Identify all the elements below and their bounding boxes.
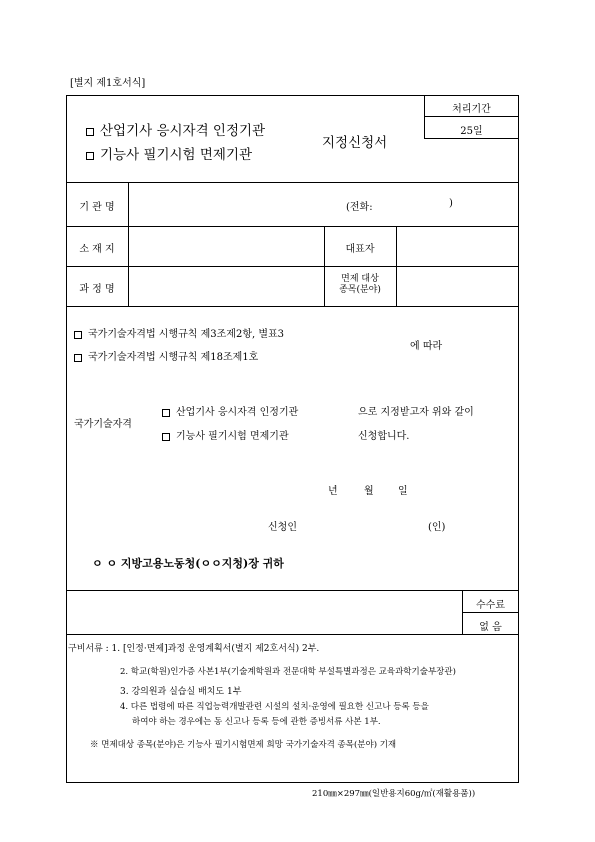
processing-period-label: 처리기간 xyxy=(452,104,491,115)
fee-divider xyxy=(462,612,519,613)
required-document-2: 2. 학교(학원)인가증 사본1부(기술계학원과 전문대학 부설특별과정은 교육과학기술부장관) xyxy=(120,667,456,677)
required-document-4-cont: 하여야 하는 경우에는 동 신고나 등록 등에 관한 증빙서류 사본 1부. xyxy=(132,717,381,727)
checkbox[interactable] xyxy=(86,128,94,136)
applicant-label: 신청인 xyxy=(268,522,297,533)
processing-period-divider xyxy=(424,116,519,117)
processing-period-divider xyxy=(424,138,519,139)
representative-field[interactable] xyxy=(397,227,518,265)
row-divider xyxy=(66,306,519,307)
phone-close: ) xyxy=(449,198,453,209)
exempt-items-label-line1: 면제 대상 xyxy=(341,274,379,284)
body-option-craftsman-exemption: 기능사 필기시험 면제기관 xyxy=(162,427,289,442)
paper-size-footer: 210㎜×297㎜(일반용지60g/㎡(재활용품)) xyxy=(312,789,476,799)
fee-bottom-divider xyxy=(66,634,519,635)
header-option-industrial-engineer: 산업기사 응시자격 인정기관 xyxy=(86,119,265,139)
course-name-field[interactable] xyxy=(129,267,323,305)
fee-value: 없 음 xyxy=(479,622,502,633)
applicant-field[interactable] xyxy=(312,514,422,532)
according-to-text: 에 따라 xyxy=(410,341,443,352)
seal-mark: (인) xyxy=(428,522,446,533)
exempt-items-label xyxy=(324,274,396,296)
addressee: ㅇ ㅇ 지방고용노동청(ㅇㅇ지청)장 귀하 xyxy=(92,557,284,570)
checkbox[interactable] xyxy=(86,152,94,160)
exempt-items-field[interactable] xyxy=(397,267,518,305)
institution-name-field[interactable] xyxy=(129,183,518,225)
location-field[interactable] xyxy=(129,227,323,265)
checkbox[interactable] xyxy=(74,331,82,339)
legal-basis-1: 국가기술자격법 시행규칙 제3조제2항, 별표3 xyxy=(74,325,284,340)
fee-label: 수수료 xyxy=(476,600,505,611)
checkbox[interactable] xyxy=(162,409,170,417)
required-documents-heading: 구비서류 : 1. [인정·면제]과정 운영계획서(별지 제2호서식) 2부. xyxy=(68,644,320,654)
form-title: 지정신청서 xyxy=(322,135,388,151)
form-number-label: [별지 제1호서식] xyxy=(70,78,146,89)
request-text-1: 으로 지정받고자 위와 같이 xyxy=(358,407,474,418)
processing-period-value: 25일 xyxy=(460,126,483,137)
required-document-3: 3. 강의원과 실습실 배치도 1부 xyxy=(120,687,242,697)
phone-label: (전화: xyxy=(346,202,373,213)
body-option-industrial-engineer: 산업기사 응시자격 인정기관 xyxy=(162,403,298,418)
course-name-label: 과 정 명 xyxy=(79,284,115,295)
required-document-4: 4. 다른 법령에 따른 직업능력개발관련 시설의 설치·운영에 필요한 신고나 등록 등을 xyxy=(120,702,429,712)
row-divider xyxy=(66,590,519,591)
date-month: 월 xyxy=(364,486,374,497)
checkbox[interactable] xyxy=(74,354,82,362)
representative-label: 대표자 xyxy=(345,244,375,255)
exempt-items-label-line2: 종목(분야) xyxy=(339,285,381,295)
legal-basis-2: 국가기술자격법 시행규칙 제18조제1호 xyxy=(74,348,258,363)
header-option-craftsman-exemption: 기능사 필기시험 면제기관 xyxy=(86,143,252,163)
request-text-2: 신청합니다. xyxy=(358,431,410,442)
checkbox[interactable] xyxy=(162,433,170,441)
exempt-items-note: ※ 면제대상 종목(분야)은 기능사 필기시험면제 희망 국가기술자격 종목(분야) 기재 xyxy=(90,740,397,750)
institution-name-label: 기 관 명 xyxy=(79,202,115,213)
date-year: 년 xyxy=(328,486,338,497)
date-day: 일 xyxy=(398,486,408,497)
location-label: 소 재 지 xyxy=(79,244,115,255)
subject-text: 국가기술자격 xyxy=(74,419,132,430)
